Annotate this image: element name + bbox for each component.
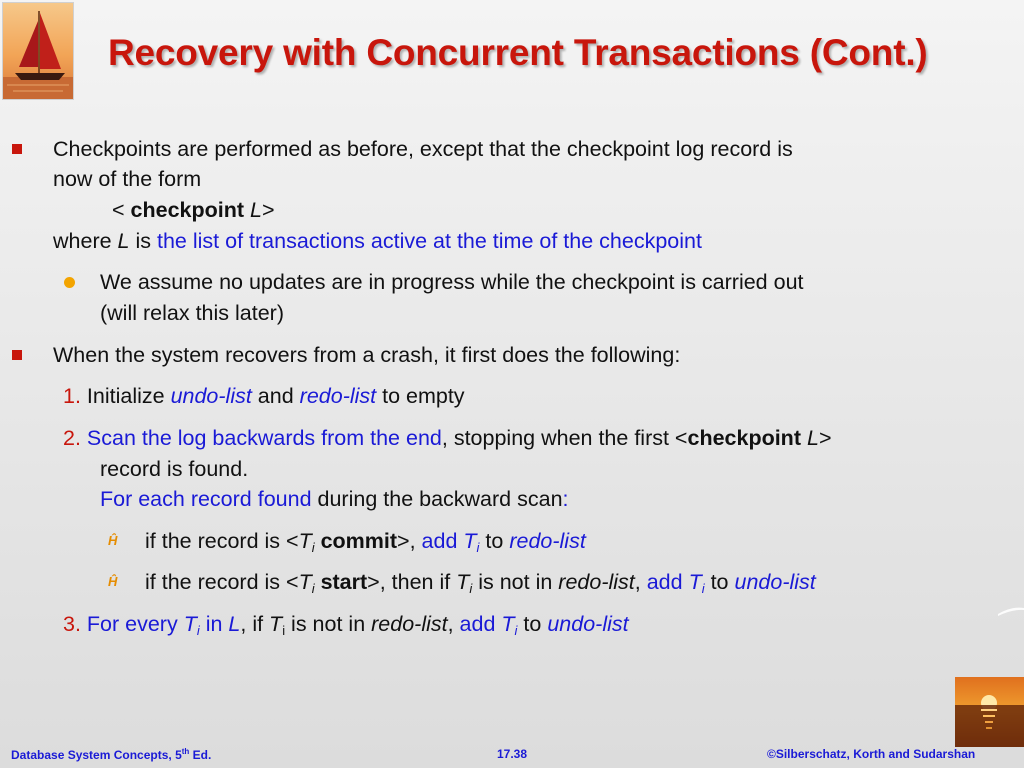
footer-book-ed: Ed. [189,748,212,762]
redo-list-term: redo-list [299,384,377,408]
record-open: < [112,198,131,222]
rule-1-T: T [298,529,312,553]
h-bullet-icon: Ĥ [108,533,118,548]
step-3-redo-list: redo-list [371,612,448,636]
step-3-number: 3. [63,612,81,636]
step-1-text: Initialize [80,384,171,408]
rule-2-i3: i [701,581,705,596]
where-definition: the list of transactions active at the time of the checkpoint [157,229,702,253]
rule-2-comma: , [634,570,647,594]
step-3-T2: T [269,612,283,636]
step-1-and: and [251,384,300,408]
footer-book: Database System Concepts, 5 [11,748,182,762]
rule-1-T2: T [463,529,477,553]
rule-2-T: T [298,570,312,594]
step-3-comma: , [447,612,460,636]
step-1-number: 1. [63,384,81,408]
footer-book-title [11,747,211,762]
step-3-i2: i [282,623,286,638]
record-keyword: checkpoint [130,198,245,222]
footer-page-number: 17.38 [497,747,528,761]
step-3-if: , if [240,612,270,636]
where-line [53,228,702,254]
step-3-i3: i [514,623,518,638]
step-3-for-every: For every [80,612,184,636]
sunset-logo [955,677,1024,747]
bullet-1-line-2: now of the form [53,167,202,191]
where-word: where [53,229,118,253]
rule-start [145,569,816,602]
step-2-stop: , stopping when the first < [441,426,688,450]
commit-keyword: commit [314,529,398,553]
start-keyword: start [314,570,368,594]
slide-title: Recovery with Concurrent Transactions (Cont.) [108,32,928,73]
rule-2-not-in: is not in [472,570,559,594]
rule-1-text: if the record is < [145,529,299,553]
step-3-T: T [183,612,197,636]
rule-1-redo-list: redo-list [509,529,586,553]
rule-1-close: >, [397,529,422,553]
for-each-record: For each record found [100,487,312,511]
step-3-i: i [196,623,200,638]
sub-bullet-line-1: We assume no updates are in progress while the checkpoint is carried out [100,270,804,294]
rule-2-to: to [704,570,735,594]
square-bullet-icon [12,350,22,360]
checkpoint-record [112,197,275,223]
undo-list-term: undo-list [170,384,252,408]
step-2-L: L [806,426,819,450]
record-L: L [250,198,262,222]
square-bullet-icon [12,144,22,154]
rule-1-add: add [421,529,464,553]
rule-2-text: if the record is < [145,570,299,594]
step-2-line-3 [100,486,569,512]
scan-colon: : [562,487,569,511]
rule-2-redo-list: redo-list [558,570,635,594]
rule-2-then: >, then if [367,570,457,594]
step-3-T3: T [501,612,515,636]
rule-commit [145,528,586,561]
during-scan: during the backward scan [311,487,563,511]
sub-bullet-line-2: (will relax this later) [100,301,284,325]
step-2-keyword: checkpoint [687,426,801,450]
step-2-close: > [818,426,832,450]
rule-2-i2: i [469,581,473,596]
step-3-in: in [199,612,229,636]
step-3-undo-list: undo-list [547,612,629,636]
step-3-add: add [459,612,502,636]
is-word: is [129,229,157,253]
rule-1-to: to [479,529,510,553]
step-3-to: to [517,612,548,636]
dot-bullet-icon [64,277,75,288]
rule-1-i: i [311,540,315,555]
step-2-scan: Scan the log backwards from the end [80,426,442,450]
step-1-rest: to empty [376,384,465,408]
footer-book-sup: th [181,747,190,756]
step-2-line-2: record is found. [100,457,249,481]
record-close: > [261,198,275,222]
bullet-2: When the system recovers from a crash, it first does the following: [53,343,681,367]
rule-2-undo-list: undo-list [734,570,816,594]
rule-2-T3: T [688,570,702,594]
step-3-L: L [228,612,241,636]
rule-2-T2: T [456,570,470,594]
rule-2-add: add [646,570,689,594]
rule-1-i2: i [476,540,480,555]
step-3-not-in: is not in [285,612,372,636]
step-2-number: 2. [63,426,81,450]
step-3 [63,611,629,644]
where-L: L [117,229,130,253]
decorative-swoosh [998,600,1024,620]
bullet-1-line-1: Checkpoints are performed as before, except that the checkpoint log record is [53,137,793,161]
footer-copyright: ©Silberschatz, Korth and Sudarshan [767,747,976,761]
h-bullet-icon: Ĥ [108,574,118,589]
rule-2-i: i [311,581,315,596]
step-1 [63,383,465,409]
step-2-line-1 [63,425,832,451]
